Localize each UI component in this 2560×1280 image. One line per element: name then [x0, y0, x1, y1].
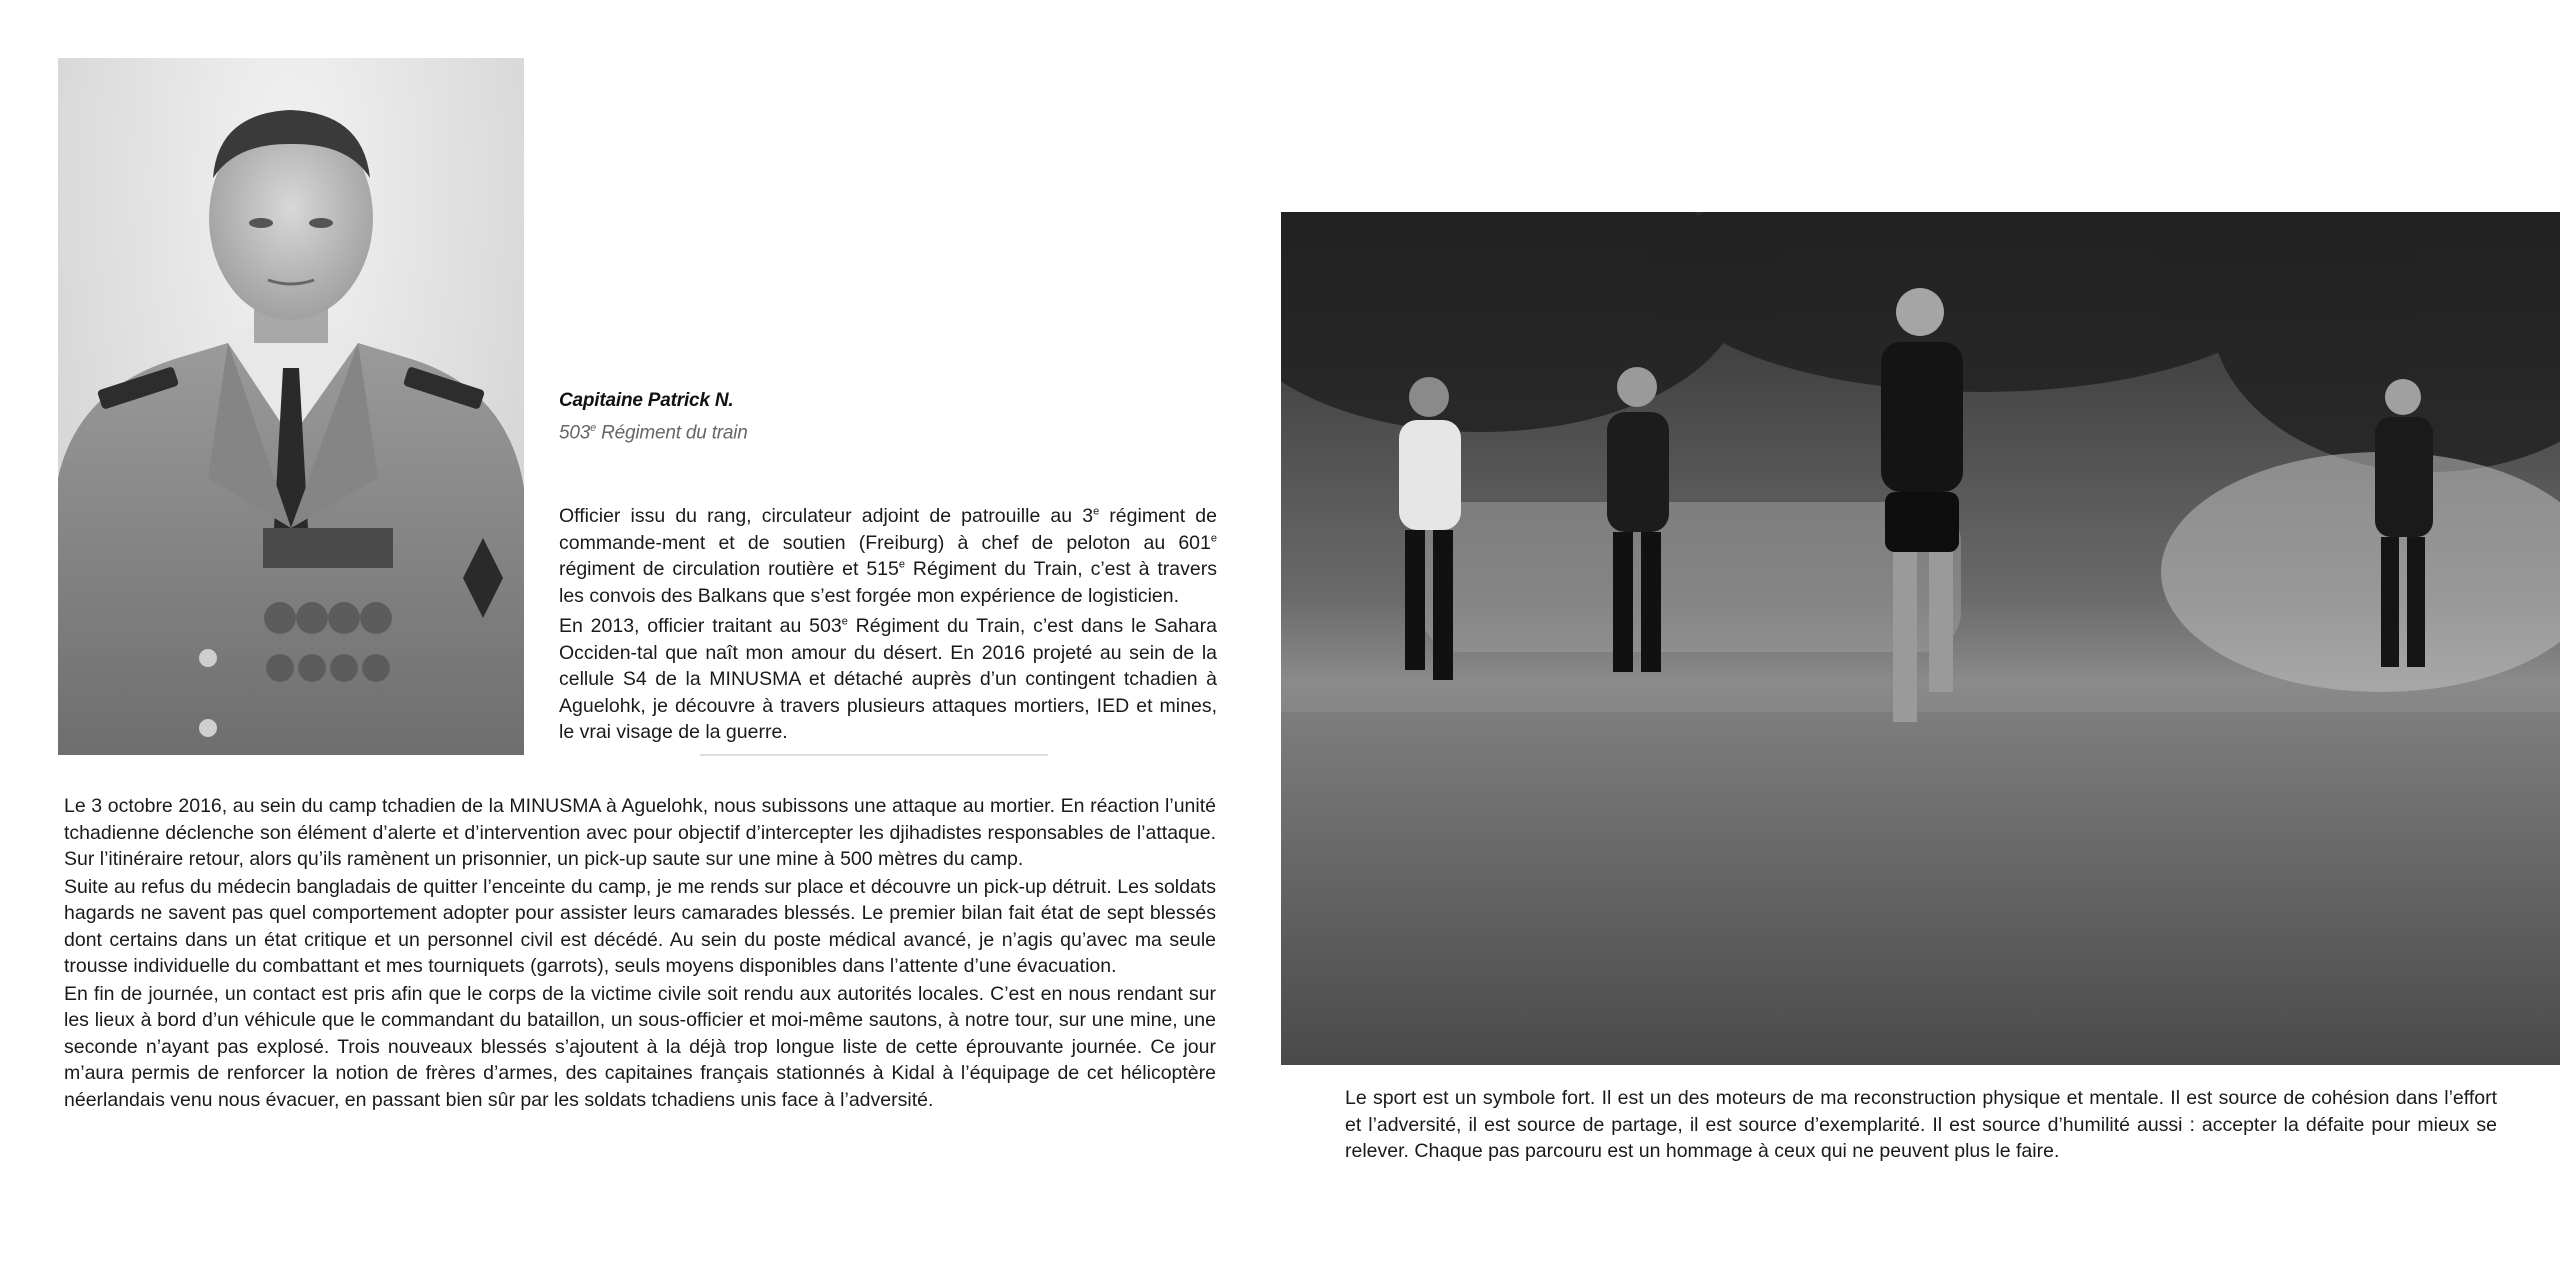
- portrait-illustration: [58, 58, 524, 755]
- ordinal-superscript: e: [1093, 505, 1100, 518]
- section-divider: [700, 754, 1048, 756]
- story-paragraph-2: Suite au refus du médecin bangladais de quitter l’enceinte du camp, je me rends sur place et découvre un pick-up détruit. Les soldats hagards ne savent pas quel comportement adopter pour assister leurs camarades blessés. Le premier bilan fait état de sept blessés dont certains dans un état critique et un personnel civil est décédé. Au sein du poste médical avancé, je n’agis qu’avec ma seule trousse individuelle du combattant et mes tourniquets (garrots), seuls moyens disponibles dans l’attente d’une évacuation.: [64, 875, 1216, 977]
- bio-text-segment: En 2013, officier traitant au 503: [559, 615, 842, 637]
- bio-text-segment: régiment de commande-ment et de soutien (Freiburg) à chef de peloton au 601: [559, 505, 1217, 554]
- sport-caption: [1345, 1085, 2497, 1165]
- bio-text-segment: Officier issu du rang, circulateur adjoint de patrouille au 3: [559, 505, 1094, 527]
- ordinal-superscript: e: [1210, 532, 1217, 544]
- story-paragraph-1: Le 3 octobre 2016, au sein du camp tchadien de la MINUSMA à Aguelohk, nous subissons une attaque au mortier. En réaction l’unité tchadienne déclenche son élément d’alerte et d’intervention avec pour objectif d’intercepter les djihadistes responsables de l’attaque. Sur l’itinéraire retour, alors qu’ils ramènent un prisonnier, un pick-up saute sur une mine à 500 mètres du camp.: [64, 795, 1216, 870]
- bio-paragraph-2: [559, 613, 1217, 746]
- ordinal-superscript: e: [898, 558, 905, 571]
- story-paragraph-3: En fin de journée, un contact est pris afin que le corps de la victime civile soit rendu aux autorités locales. C’est en nous rendant sur les lieux à bord d’un véhicule que le commandant du bataillon, un sous-officier et moi-même sautons, à notre tour, sur une mine, une seconde n’ayant pas explosé. Trois nouveaux blessés s’ajoutent à la déjà trop longue liste de cette éprouvante journée. Ce jour m’aura permis de renforcer la notion de frères d’armes, des capitaines français stationnés à Kidal à l’équipage de cet hélicoptère néerlandais venu nous évacuer, en passant bien sûr par les soldats tchadiens unis face à l’adversité.: [64, 982, 1216, 1111]
- story-text: [64, 793, 1216, 1114]
- unit-name: Régiment du train: [596, 422, 748, 444]
- bio-text-segment: Régiment du Train, c’est à travers les convois des Balkans que s’est forgée mon expérience de logisticien.: [559, 558, 1217, 607]
- unit-number: 503: [559, 422, 591, 444]
- officer-unit: [559, 422, 748, 444]
- officer-name: Capitaine Patrick N.: [559, 390, 734, 411]
- sport-paragraph: Le sport est un symbole fort. Il est un des moteurs de ma reconstruction physique et mentale. Il est source de cohésion dans l’effort et l’adversité, il est source de partage, il est source d’exemplarité. Il est source d’humilité aussi : accepter la défaite pour mieux se relever. Chaque pas parcouru est un hommage à ceux qui ne peuvent plus le faire.: [1345, 1087, 2497, 1162]
- runners-illustration: [1281, 212, 2560, 1065]
- portrait-photo: [58, 58, 524, 755]
- bio-text-segment: régiment de circulation routière et 515: [559, 558, 899, 580]
- bio-text-segment: Régiment du Train, c’est dans le Sahara Occiden-tal que naît mon amour du désert. En 2016 projeté au sein de la cellule S4 de la MINUSMA et détaché auprès d’un contingent tchadien à Aguelohk, je découvre à travers plusieurs attaques mortiers, IED et mines, le vrai visage de la guerre.: [559, 615, 1217, 743]
- biography: [559, 503, 1217, 750]
- runners-photo: [1281, 212, 2560, 1065]
- ordinal-superscript: e: [841, 615, 848, 628]
- bio-paragraph-1: [559, 503, 1217, 609]
- unit-superscript: e: [590, 422, 597, 434]
